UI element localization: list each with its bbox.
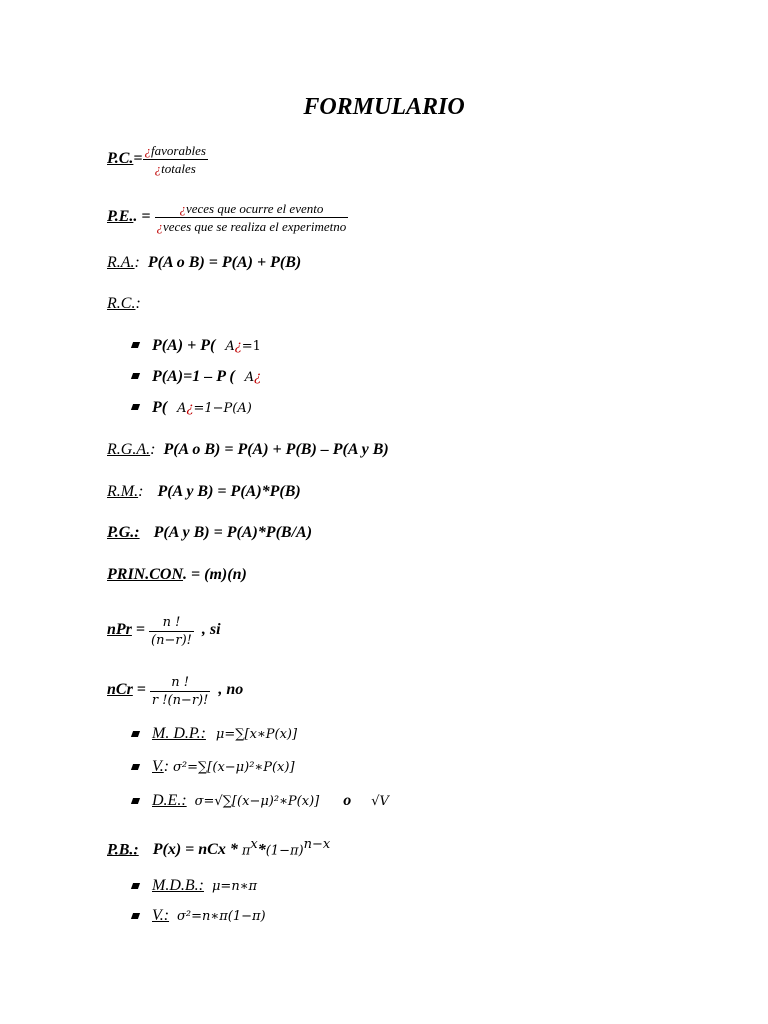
page-title: FORMULARIO [303, 94, 465, 120]
rm-sep: : [138, 483, 144, 500]
princ-label: PRIN.CON [107, 566, 184, 583]
rc-item-1 [152, 336, 261, 357]
ncr-eq: = [136, 681, 146, 698]
rc-item-1-tail: =1 [241, 339, 261, 354]
npr-denominator: (n−r)! [151, 633, 192, 648]
ncr-denominator: r !(n−r)! [151, 693, 209, 708]
rc-heading [107, 294, 141, 314]
pe-num-mark: ¿ [179, 201, 186, 216]
pb-expression: P(x) = nCx * [152, 841, 238, 859]
pb-pi-exp: x [250, 837, 258, 852]
ncr-note: , no [218, 681, 244, 698]
pe-denominator: veces que se realiza el experimetno [163, 219, 347, 234]
rc-item-1-bold: P(A) + P( [152, 337, 216, 354]
pc-den-mark: ¿ [154, 161, 162, 176]
pg-formula [107, 523, 312, 543]
pe-eq: . = [133, 208, 151, 225]
pb-label: P.B.: [107, 841, 139, 859]
npr-numerator: n ! [162, 615, 181, 630]
npr-note: , si [201, 621, 221, 638]
variance-sep: : [163, 758, 170, 775]
pe-numerator: veces que ocurre el evento [185, 201, 324, 216]
bullet-icon [131, 764, 140, 770]
pb-rest-exp: n−x [303, 837, 331, 852]
bullet-icon [131, 883, 140, 889]
princ-formula [107, 565, 247, 585]
rc-item-3-math: A [177, 401, 187, 416]
pe-formula [107, 200, 348, 235]
ncr-label: nCr [107, 681, 133, 698]
ra-formula [107, 253, 301, 273]
binom-variance-label: V.: [152, 907, 170, 924]
rga-expression: P(A o B) = P(A) + P(B) – P(A y B) [163, 441, 389, 458]
pe-fraction [155, 200, 349, 235]
pg-label: P.G.: [107, 524, 140, 541]
sd-formula [152, 791, 389, 812]
pc-num-mark: ¿ [144, 143, 152, 158]
mdp-expression: μ=∑[x∗P(x)] [215, 727, 298, 742]
binom-variance-formula [152, 906, 266, 927]
bullet-icon [131, 731, 140, 737]
ncr-fraction [150, 674, 210, 709]
pc-label: P.C. [107, 150, 134, 167]
rm-label: R.M. [107, 483, 139, 500]
sd-expression: σ=√∑[(x−μ)²∗P(x)] [194, 794, 320, 809]
pc-denominator: totales [161, 161, 196, 176]
mdp-label: M. D.P.: [152, 725, 206, 742]
pb-rest: (1−π) [265, 843, 304, 859]
rm-formula [107, 482, 301, 502]
pc-fraction [143, 142, 208, 177]
rc-item-3 [152, 398, 252, 419]
pc-numerator: favorables [151, 143, 206, 158]
bullet-icon [131, 342, 140, 348]
pb-formula [107, 835, 330, 861]
rc-item-2-math: A [244, 370, 255, 385]
rc-item-3-tail: =1−P(A) [193, 401, 252, 416]
variance-expression: σ²=∑[(x−μ)²∗P(x)] [173, 760, 295, 775]
pb-star: * [257, 841, 266, 859]
mdb-formula [152, 876, 257, 897]
princ-expression: . = (m)(n) [183, 566, 247, 583]
npr-formula [107, 614, 221, 649]
ncr-numerator: n ! [171, 675, 189, 690]
rc-label: R.C. [107, 295, 136, 312]
rc-item-1-math: A [225, 339, 235, 354]
mdp-formula [152, 724, 297, 745]
variance-label: V. [152, 758, 164, 775]
pc-eq: = [133, 150, 143, 167]
pg-expression: P(A y B) = P(A)*P(B/A) [153, 524, 313, 541]
npr-eq: = [135, 621, 146, 638]
mdb-expression: μ=n∗π [211, 879, 258, 894]
ra-label: R.A. [107, 254, 135, 271]
sd-label: D.E.: [152, 792, 187, 809]
pe-den-mark: ¿ [156, 219, 164, 234]
npr-label: nPr [107, 621, 132, 638]
ra-expression: P(A o B) = P(A) + P(B) [147, 254, 302, 271]
pc-formula [107, 142, 208, 177]
mdb-label: M.D.B.: [152, 877, 204, 894]
rc-item-3-mark: ¿ [186, 401, 194, 416]
rm-expression: P(A y B) = P(A)*P(B) [157, 483, 301, 500]
npr-fraction [149, 614, 194, 649]
rc-item-3-bold: P( [152, 399, 168, 416]
ra-sep: : [134, 254, 140, 271]
binom-variance-expression: σ²=n∗π(1−π) [177, 909, 266, 924]
rc-item-2 [152, 367, 261, 388]
rga-sep: : [150, 441, 156, 458]
bullet-icon [131, 798, 140, 804]
rc-sep: : [135, 295, 141, 312]
rc-item-2-bold: P(A)=1 – P ( [152, 368, 235, 385]
bullet-icon [131, 404, 140, 410]
rga-formula [107, 440, 389, 460]
pb-pi: π [241, 843, 251, 859]
sd-alt: √V [371, 794, 389, 809]
rc-item-1-mark: ¿ [234, 339, 242, 354]
sd-or: o [343, 792, 352, 809]
bullet-icon [131, 913, 140, 919]
rga-label: R.G.A. [107, 441, 151, 458]
bullet-icon [131, 373, 140, 379]
variance-formula [152, 757, 295, 778]
rc-item-2-mark: ¿ [254, 370, 262, 385]
ncr-formula [107, 674, 243, 709]
pe-label: P.E. [107, 208, 134, 225]
